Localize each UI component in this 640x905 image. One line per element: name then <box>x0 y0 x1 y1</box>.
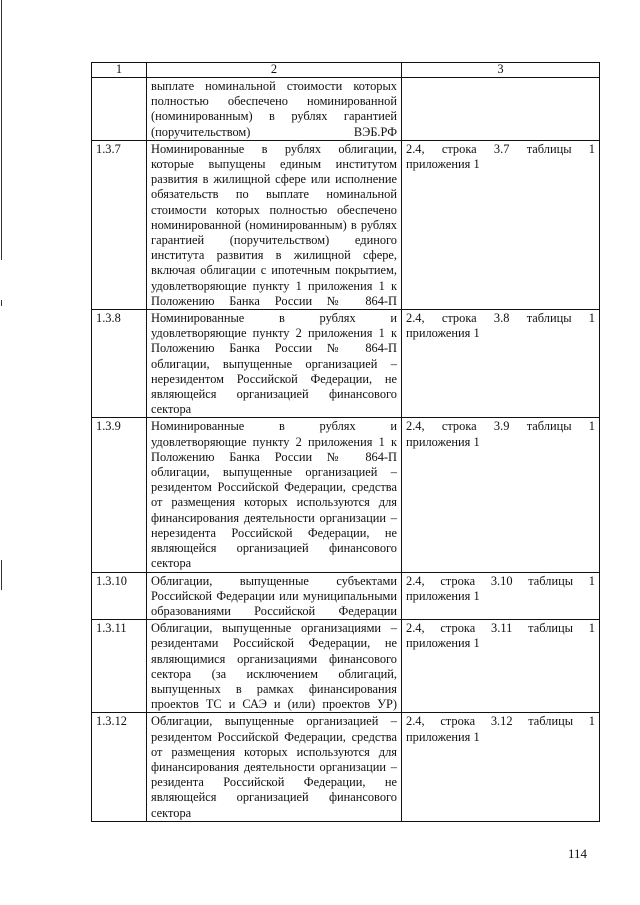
page-number: 114 <box>568 846 588 861</box>
row-reference: 2.4, строка 3.10 таблицы 1 приложения 1 <box>402 572 600 620</box>
row-number: 1.3.7 <box>92 140 147 309</box>
table-row <box>92 310 600 418</box>
row-number: 1.3.9 <box>92 418 147 572</box>
row-reference: 2.4, строка 3.8 таблицы 1 приложения 1 <box>402 310 600 418</box>
table-row <box>92 78 600 141</box>
left-margin-line <box>1 0 2 260</box>
header-col-3: 3 <box>402 63 600 78</box>
table-row <box>92 572 600 620</box>
row-number: 1.3.10 <box>92 572 147 620</box>
row-reference: 2.4, строка 3.9 таблицы 1 приложения 1 <box>402 418 600 572</box>
row-description: выплате номинальной стоимости которых полностью обеспечено номинированной (номинированным) в рублях гарантией (поручительством) ВЭБ.РФ <box>147 78 402 141</box>
table-header-row <box>92 63 600 78</box>
table-row <box>92 620 600 713</box>
document-table <box>91 62 600 822</box>
row-description: Облигации, выпущенные субъектами Российской Федерации или муниципальными образованиями Российской Федерации <box>147 572 402 620</box>
row-reference: 2.4, строка 3.12 таблицы 1 приложения 1 <box>402 713 600 821</box>
header-col-2: 2 <box>147 63 402 78</box>
row-description: Номинированные в рублях облигации, которые выпущены единым институтом развития в жилищной сфере или исполнение обязательств по выплате номинальной стоимости которых полностью обеспечено номинированной (номинированным) в рублях гарантией (поручительством) единого института развития в жилищной сфере, включая облигации с ипотечным покрытием, удовлетворяющие пункту 1 приложения 1 к Положению Банка России № 864-П <box>147 140 402 309</box>
row-number: 1.3.11 <box>92 620 147 713</box>
table-row <box>92 140 600 309</box>
row-number <box>92 78 147 141</box>
header-col-1: 1 <box>92 63 147 78</box>
left-margin-tick <box>1 560 2 590</box>
row-number: 1.3.12 <box>92 713 147 821</box>
table-row <box>92 713 600 821</box>
row-reference <box>402 78 600 141</box>
row-reference: 2.4, строка 3.7 таблицы 1 приложения 1 <box>402 140 600 309</box>
left-margin-tick <box>1 300 2 306</box>
row-description: Облигации, выпущенные организациями – резидентами Российской Федерации, не являющимися организациями финансового сектора (за исключением облигаций, выпущенных в рамках финансирования проектов ТС и САЭ и (или) проектов УР) <box>147 620 402 713</box>
row-description: Номинированные в рублях и удовлетворяющие пункту 2 приложения 1 к Положению Банка России № 864-П облигации, выпущенные организацией – резидентом Российской Федерации, средства от размещения которых используются для финансирования деятельности организации – нерезидента Российской Федерации, не являющейся организацией финансового сектора <box>147 418 402 572</box>
row-reference: 2.4, строка 3.11 таблицы 1 приложения 1 <box>402 620 600 713</box>
row-description: Номинированные в рублях и удовлетворяющие пункту 2 приложения 1 к Положению Банка России № 864-П облигации, выпущенные организацией – нерезидентом Российской Федерации, не являющейся организацией финансового сектора <box>147 310 402 418</box>
table-row <box>92 418 600 572</box>
row-number: 1.3.8 <box>92 310 147 418</box>
row-description: Облигации, выпущенные организацией – резидентом Российской Федерации, средства от размещения которых используются для финансирования деятельности организации – резидента Российской Федерации, не являющейся организацией финансового сектора <box>147 713 402 821</box>
